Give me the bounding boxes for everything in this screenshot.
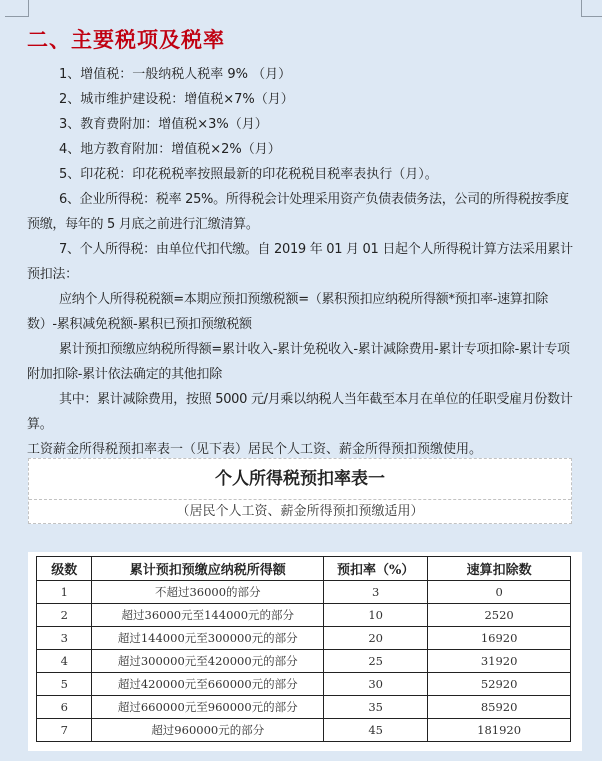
cell-rate: 25: [324, 650, 428, 673]
cell-rate: 20: [324, 627, 428, 650]
cell-quick-deduction: 16920: [428, 627, 571, 650]
cell-level: 4: [37, 650, 92, 673]
cell-quick-deduction: 52920: [428, 673, 571, 696]
paragraph-vat: 1、增值税：一般纳税人税率 9% （月）: [59, 67, 292, 82]
paragraph-local-education-surcharge: 4、地方教育附加：增值税×2%（月）: [59, 142, 281, 157]
header-rate: 预扣率（%）: [324, 557, 428, 581]
table-row: [37, 650, 571, 673]
table-title: 个人所得税预扣率表一: [29, 459, 571, 500]
paragraph-education-surcharge: 3、教育费附加：增值税×3%（月）: [59, 117, 268, 132]
cell-rate: 3: [324, 581, 428, 604]
section-heading: 二、主要税项及税率: [27, 27, 225, 52]
paragraph-taxable-income-formula: 累计预扣预缴应纳税所得额=累计收入-累计免税收入-累计减除费用-累计专项扣除-累计专项附加扣除-累计依法确定的其他扣除: [27, 342, 570, 382]
header-quick-deduction: 速算扣除数: [428, 557, 571, 581]
cell-income-range: 超过420000元至660000元的部分: [92, 673, 324, 696]
paragraph-personal-income-tax: 7、个人所得税：由单位代扣代缴。自 2019 年 01 月 01 日起个人所得税计算方法采用累计预扣法：: [27, 242, 573, 282]
page-corner-mark-top-left: [5, 0, 29, 17]
cell-rate: 45: [324, 719, 428, 742]
withholding-rate-table: [36, 556, 571, 742]
rate-table-container: [28, 552, 582, 751]
table-header-row: [37, 557, 571, 581]
cell-quick-deduction: 2520: [428, 604, 571, 627]
paragraph-stamp-duty: 5、印花税：印花税税率按照最新的印花税税目税率表执行（月）。: [59, 167, 438, 182]
table-row: [37, 673, 571, 696]
paragraph-tax-formula: 应纳个人所得税税额=本期应预扣预缴税额=（累积预扣应纳税所得额*预扣率-速算扣除数）-累积减免税额-累积已预扣预缴税额: [27, 292, 548, 332]
header-level: 级数: [37, 557, 92, 581]
cell-rate: 35: [324, 696, 428, 719]
document-body: [27, 62, 577, 462]
paragraph-corporate-income-tax: 6、企业所得税：税率 25%。所得税会计处理采用资产负债表债务法，公司的所得税按季度预缴，每年的 5 月底之前进行汇缴清算。: [27, 192, 569, 232]
table-row: [37, 719, 571, 742]
cell-income-range: 超过960000元的部分: [92, 719, 324, 742]
cell-income-range: 不超过36000的部分: [92, 581, 324, 604]
cell-income-range: 超过144000元至300000元的部分: [92, 627, 324, 650]
cell-level: 3: [37, 627, 92, 650]
cell-quick-deduction: 85920: [428, 696, 571, 719]
paragraph-deduction-note: 其中：累计减除费用，按照 5000 元/月乘以纳税人当年截至本月在单位的任职受雇月份数计算。: [27, 392, 573, 432]
cell-level: 6: [37, 696, 92, 719]
cell-income-range: 超过36000元至144000元的部分: [92, 604, 324, 627]
cell-level: 1: [37, 581, 92, 604]
page-corner-mark-top-right: [581, 0, 602, 17]
cell-level: 5: [37, 673, 92, 696]
cell-income-range: 超过660000元至960000元的部分: [92, 696, 324, 719]
paragraph-table-intro: 工资薪金所得税预扣率表一（见下表）居民个人工资、薪金所得预扣预缴使用。: [27, 442, 483, 457]
cell-quick-deduction: 181920: [428, 719, 571, 742]
cell-level: 2: [37, 604, 92, 627]
table-title-box: [28, 458, 572, 524]
cell-rate: 30: [324, 673, 428, 696]
header-taxable-income: 累计预扣预缴应纳税所得额: [92, 557, 324, 581]
cell-quick-deduction: 31920: [428, 650, 571, 673]
table-row: [37, 627, 571, 650]
paragraph-urban-construction-tax: 2、城市维护建设税：增值税×7%（月）: [59, 92, 294, 107]
table-row: [37, 696, 571, 719]
cell-rate: 10: [324, 604, 428, 627]
table-row: [37, 604, 571, 627]
cell-quick-deduction: 0: [428, 581, 571, 604]
cell-income-range: 超过300000元至420000元的部分: [92, 650, 324, 673]
cell-level: 7: [37, 719, 92, 742]
table-row: [37, 581, 571, 604]
table-subtitle: （居民个人工资、薪金所得预扣预缴适用）: [176, 504, 424, 519]
